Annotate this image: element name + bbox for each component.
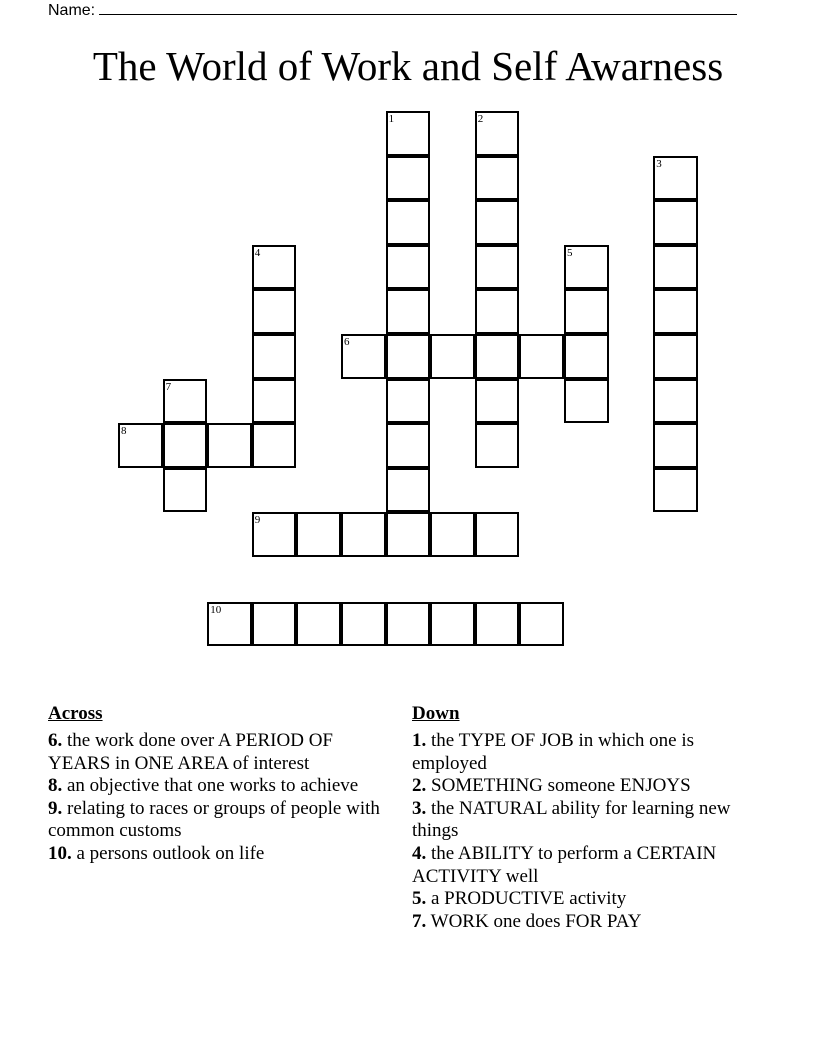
crossword-cell[interactable] bbox=[475, 379, 520, 424]
crossword-cell[interactable] bbox=[252, 512, 297, 557]
crossword-cell[interactable] bbox=[475, 512, 520, 557]
crossword-cell[interactable] bbox=[386, 468, 431, 513]
clue-text: the NATURAL ability for learning new things bbox=[412, 797, 731, 842]
crossword-cell[interactable] bbox=[475, 602, 520, 647]
clue-item bbox=[48, 775, 398, 798]
clue-text: the ABILITY to perform a CERTAIN ACTIVITY well bbox=[412, 842, 717, 887]
crossword-cell[interactable] bbox=[653, 334, 698, 379]
clue-item bbox=[412, 911, 742, 934]
clue-number: 7. bbox=[412, 910, 427, 932]
clue-text: an objective that one works to achieve bbox=[62, 775, 359, 797]
crossword-cell[interactable] bbox=[252, 245, 297, 290]
crossword-cell[interactable] bbox=[386, 602, 431, 647]
clue-item bbox=[48, 730, 398, 775]
crossword-cell[interactable] bbox=[430, 512, 475, 557]
down-clue-list bbox=[412, 730, 742, 933]
crossword-cell[interactable] bbox=[341, 602, 386, 647]
crossword-cell[interactable] bbox=[430, 602, 475, 647]
clue-number: 5. bbox=[412, 888, 427, 910]
cell-number: 2 bbox=[477, 113, 484, 125]
crossword-cell[interactable] bbox=[653, 379, 698, 424]
clue-text: a PRODUCTIVE activity bbox=[426, 888, 627, 910]
crossword-cell[interactable] bbox=[475, 334, 520, 379]
crossword-cell[interactable] bbox=[296, 512, 341, 557]
crossword-cell[interactable] bbox=[386, 245, 431, 290]
cell-number: 6 bbox=[344, 336, 350, 348]
name-label: Name: bbox=[48, 2, 96, 19]
crossword-cell[interactable] bbox=[163, 379, 208, 424]
crossword-cell[interactable] bbox=[564, 245, 609, 290]
crossword-cell[interactable] bbox=[386, 423, 431, 468]
crossword-cell[interactable] bbox=[475, 423, 520, 468]
clue-number: 3. bbox=[412, 797, 427, 819]
cell-number: 3 bbox=[656, 157, 662, 170]
crossword-cell[interactable] bbox=[386, 111, 431, 156]
crossword-cell[interactable] bbox=[564, 289, 609, 334]
clue-item bbox=[412, 798, 742, 843]
cell-number: 1 bbox=[388, 113, 395, 125]
across-heading: Across bbox=[48, 703, 103, 724]
cell-number: 10 bbox=[210, 603, 222, 616]
clue-text: the TYPE OF JOB in which one is employed bbox=[412, 730, 695, 774]
crossword-cell[interactable] bbox=[386, 334, 431, 379]
clue-number: 4. bbox=[412, 842, 427, 864]
crossword-cell[interactable] bbox=[386, 156, 431, 201]
crossword-cell[interactable] bbox=[341, 334, 386, 379]
crossword-cell[interactable] bbox=[207, 602, 252, 647]
crossword-cell[interactable] bbox=[386, 512, 431, 557]
crossword-cell[interactable] bbox=[386, 200, 431, 245]
crossword-cell[interactable] bbox=[163, 468, 208, 513]
crossword-cell[interactable] bbox=[163, 423, 208, 468]
clue-item bbox=[412, 843, 742, 888]
clue-item bbox=[412, 888, 742, 911]
clue-number: 1. bbox=[412, 730, 427, 751]
crossword-cell[interactable] bbox=[653, 289, 698, 334]
crossword-cell[interactable] bbox=[519, 602, 564, 647]
clue-text: SOMETHING someone ENJOYS bbox=[426, 775, 691, 797]
name-underline[interactable] bbox=[99, 0, 737, 15]
cell-number: 8 bbox=[121, 425, 127, 438]
crossword-cell[interactable] bbox=[519, 334, 564, 379]
down-heading: Down bbox=[412, 703, 460, 724]
crossword-cell[interactable] bbox=[653, 156, 698, 201]
clue-number: 10. bbox=[48, 842, 72, 864]
crossword-cell[interactable] bbox=[207, 423, 252, 468]
crossword-cell[interactable] bbox=[475, 245, 520, 290]
cell-number: 9 bbox=[254, 514, 261, 527]
cell-number: 4 bbox=[254, 246, 261, 259]
crossword-cell[interactable] bbox=[252, 379, 297, 424]
clue-number: 2. bbox=[412, 775, 427, 797]
crossword-cell[interactable] bbox=[475, 289, 520, 334]
clue-text: a persons outlook on life bbox=[71, 842, 265, 864]
clue-number: 6. bbox=[48, 730, 63, 751]
across-clues bbox=[48, 702, 398, 866]
crossword-cell[interactable] bbox=[386, 379, 431, 424]
clue-item bbox=[412, 730, 742, 775]
crossword-cell[interactable] bbox=[475, 111, 520, 156]
clue-text: WORK one does FOR PAY bbox=[426, 910, 642, 932]
crossword-cell[interactable] bbox=[564, 379, 609, 424]
crossword-cell[interactable] bbox=[653, 245, 698, 290]
down-clues bbox=[412, 702, 742, 933]
clue-item bbox=[48, 798, 398, 843]
crossword-cell[interactable] bbox=[430, 334, 475, 379]
crossword-cell[interactable] bbox=[475, 156, 520, 201]
crossword-cell[interactable] bbox=[252, 289, 297, 334]
crossword-cell[interactable] bbox=[252, 334, 297, 379]
crossword-cell[interactable] bbox=[653, 423, 698, 468]
crossword-cell[interactable] bbox=[252, 423, 297, 468]
crossword-cell[interactable] bbox=[475, 200, 520, 245]
crossword-cell[interactable] bbox=[296, 602, 341, 647]
clue-number: 8. bbox=[48, 775, 63, 797]
crossword-cell[interactable] bbox=[386, 289, 431, 334]
clue-text: relating to races or groups of people with common customs bbox=[48, 797, 380, 842]
name-field[interactable] bbox=[48, 0, 737, 20]
clue-number: 9. bbox=[48, 797, 63, 819]
crossword-cell[interactable] bbox=[341, 512, 386, 557]
clue-text: the work done over A PERIOD OF YEARS in ONE AREA of interest bbox=[48, 730, 333, 774]
cell-number: 5 bbox=[567, 246, 573, 259]
cell-number: 7 bbox=[165, 380, 172, 393]
page-title: The World of Work and Self Awarness bbox=[92, 43, 724, 89]
clue-item bbox=[412, 775, 742, 798]
crossword-cell[interactable] bbox=[252, 602, 297, 647]
clue-item bbox=[48, 843, 398, 866]
across-clue-list bbox=[48, 730, 398, 866]
crossword-cell[interactable] bbox=[564, 334, 609, 379]
crossword-cell[interactable] bbox=[118, 423, 163, 468]
crossword-cell[interactable] bbox=[653, 200, 698, 245]
crossword-cell[interactable] bbox=[653, 468, 698, 513]
